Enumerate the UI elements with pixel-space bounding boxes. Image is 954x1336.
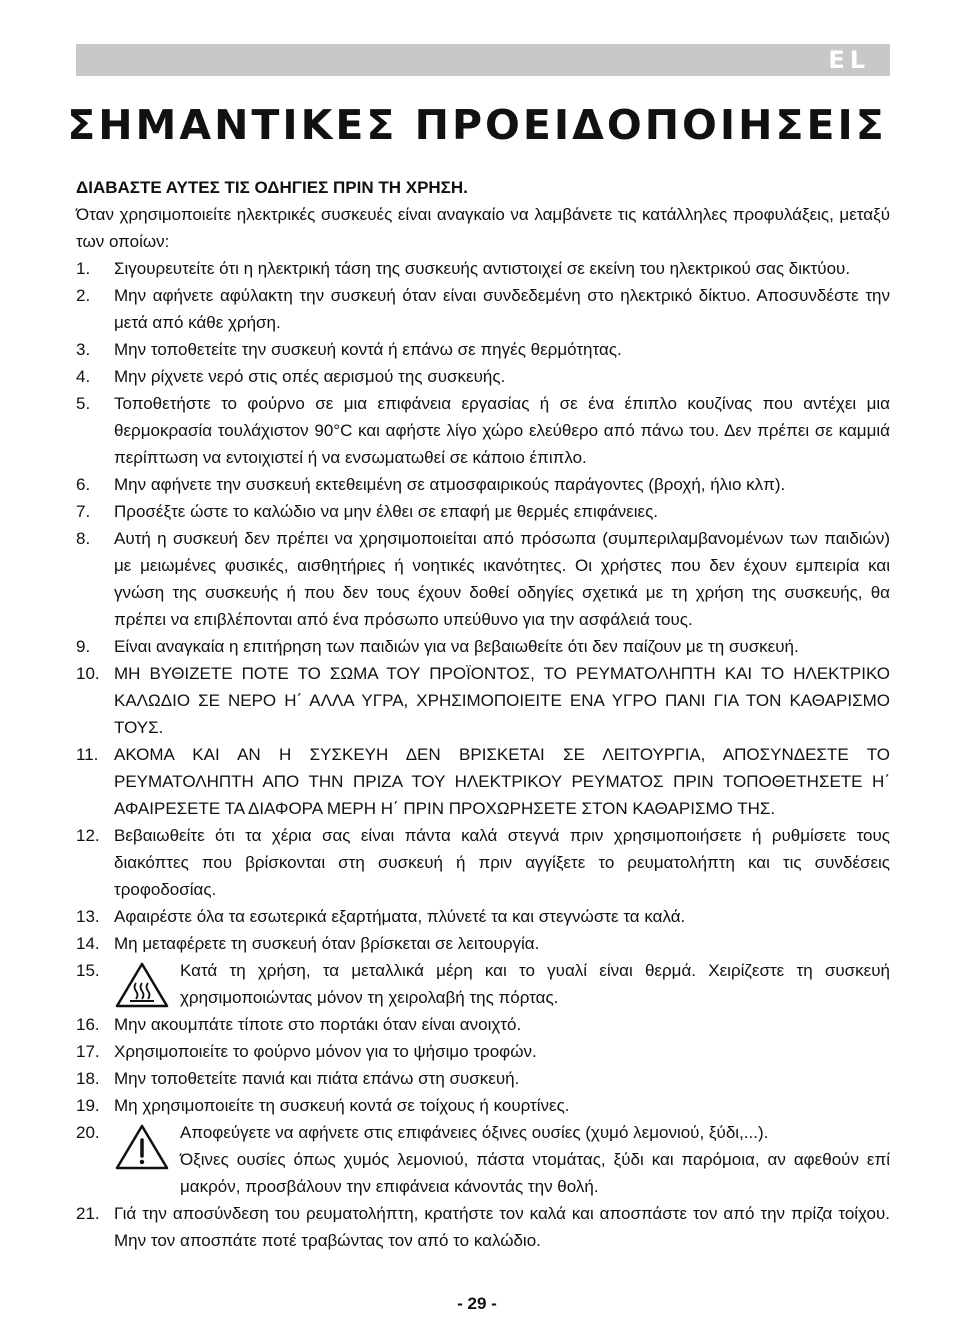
item-number: 14. xyxy=(76,934,100,953)
item-text-continued: Όξινες ουσίες όπως χυμός λεμονιού, πάστα ντομάτας, ξύδι και παρόμοια, αν αφεθούν επί μακρόν, προσβάλουν την επιφάνεια κάνοντάς την θολή. xyxy=(180,1150,890,1196)
item-text: Μην τοποθετείτε την συσκευή κοντά ή επάνω σε πηγές θερμότητας. xyxy=(114,340,622,359)
item-text: Κατά τη χρήση, τα μεταλλικά μέρη και το γυαλί είναι θερμά. Χειρίζεστε τη συσκευή χρησιμοποιώντας μόνον τη χειρολαβή της πόρτας. xyxy=(180,961,890,1007)
item-text: Μην ακουμπάτε τίποτε στο πορτάκι όταν είναι ανοιχτό. xyxy=(114,1015,522,1034)
item-text: Μη χρησιμοποιείτε τη συσκευή κοντά σε τοίχους ή κουρτίνες. xyxy=(114,1096,570,1115)
item-text: Αποφεύγετε να αφήνετε στις επιφάνειες όξινες ουσίες (χυμό λεμονιού, ξύδι,...). xyxy=(180,1123,769,1142)
item-number: 7. xyxy=(76,502,91,521)
item-text: Χρησιμοποιείτε το φούρνο μόνον για το ψήσιμο τροφών. xyxy=(114,1042,537,1061)
item-number: 1. xyxy=(76,259,91,278)
list-item xyxy=(76,1092,890,1119)
item-text: Αφαιρέστε όλα τα εσωτερικά εξαρτήματα, πλύνετέ τα και στεγνώστε τα καλά. xyxy=(114,907,686,926)
list-item xyxy=(76,282,890,336)
item-number: 3. xyxy=(76,340,91,359)
item-text: Μην ρίχνετε νερό στις οπές αερισμού της συσκευής. xyxy=(114,367,506,386)
list-item xyxy=(76,633,890,660)
language-code: EL xyxy=(828,46,870,74)
list-item xyxy=(76,741,890,822)
item-text: Προσέξτε ώστε το καλώδιο να μην έλθει σε επαφή με θερμές επιφάνειες. xyxy=(114,502,658,521)
item-number: 21. xyxy=(76,1204,100,1223)
list-item xyxy=(76,1065,890,1092)
list-item xyxy=(76,1200,890,1254)
list-item xyxy=(76,525,890,633)
item-number: 9. xyxy=(76,637,91,656)
warnings-list xyxy=(76,255,890,1254)
item-text: Μη μεταφέρετε τη συσκευή όταν βρίσκεται σε λειτουργία. xyxy=(114,934,540,953)
item-text: Είναι αναγκαία η επιτήρηση των παιδιών για να βεβαιωθείτε ότι δεν παίζουν με τη συσκευή. xyxy=(114,637,799,656)
item-text: Μην τοποθετείτε πανιά και πιάτα επάνω στη συσκευή. xyxy=(114,1069,520,1088)
item-text: Μην αφήνετε αφύλακτη την συσκευή όταν είναι συνδεδεμένη στο ηλεκτρικό δίκτυο. Αποσυνδέστε την μετά από κάθε χρήση. xyxy=(114,286,890,332)
list-item xyxy=(76,363,890,390)
item-number: 8. xyxy=(76,529,91,548)
hot-surface-warning-icon xyxy=(114,957,180,1011)
item-text: Γιά την αποσύνδεση του ρευματολήπτη, κρατήστε τον καλά και αποσπάστε τον από την πρίζα τοίχου. Μην τον αποσπάτε ποτέ τραβώντας τον από το καλώδιο. xyxy=(114,1204,890,1250)
item-number: 20. xyxy=(76,1123,100,1142)
item-number: 2. xyxy=(76,286,91,305)
list-item xyxy=(76,1119,890,1200)
list-item xyxy=(76,498,890,525)
intro-paragraph: Όταν χρησιμοποιείτε ηλεκτρικές συσκευές είναι αναγκαίο να λαμβάνετε τις κατάλληλες προφυλάξεις, μεταξύ των οποίων: xyxy=(76,205,890,251)
list-item xyxy=(76,822,890,903)
item-number: 6. xyxy=(76,475,91,494)
item-text: Τοποθετήστε το φούρνο σε μια επιφάνεια εργασίας ή σε ένα έπιπλο κουζίνας που αντέχει μια θερμοκρασία τουλάχιστον 90°C και αφήστε λίγο χώρο ελεύθερο από πάνω του. Δεν πρέπει σε καμμιά περίπτωση να εντοιχιστεί ή να ενσωματωθεί σε κάποιο έπιπλο. xyxy=(114,394,890,467)
page-title: ΣΗΜΑΝΤΙΚΕΣ ΠΡΟΕΙΔΟΠΟΙΗΣΕΙΣ xyxy=(67,101,887,149)
list-item xyxy=(76,255,890,282)
item-text: ΑΚΟΜΑ ΚΑΙ ΑΝ Η ΣΥΣΚΕΥΗ ΔΕΝ ΒΡΙΣΚΕΤΑΙ ΣΕ ΛΕΙΤΟΥΡΓΙΑ, ΑΠΟΣΥΝΔΕΣΤΕ ΤΟ ΡΕΥΜΑΤΟΛΗΠΤΗ ΑΠΟ ΤΗΝ ΠΡΙΖΑ ΤΟΥ ΗΛΕΚΤΡΙΚΟΥ ΡΕΥΜΑΤΟΣ ΠΡΙΝ ΤΟΠΟΘΕΤΗΣΕΤΕ Η΄ ΑΦΑΙΡΕΣΕΤΕ ΤΑ ΔΙΑΦΟΡΑ ΜΕΡΗ Η΄ ΠΡΙΝ ΠΡΟΧΩΡΗΣΕΤΕ ΣΤΟΝ ΚΑΘΑΡΙΣΜΟ ΤΗΣ. xyxy=(114,745,890,818)
item-number: 11. xyxy=(76,745,99,764)
list-item xyxy=(76,1011,890,1038)
item-text: Βεβαιωθείτε ότι τα χέρια σας είναι πάντα καλά στεγνά πριν χρησιμοποιήσετε ή ρυθμίσετε τους διακόπτες που βρίσκονται στη συσκευή ή πριν αγγίξετε το ρευματολήπτη και τις συνδέσεις τροφοδοσίας. xyxy=(114,826,890,899)
list-item xyxy=(76,660,890,741)
page-number: - 29 - xyxy=(457,1294,497,1313)
list-item xyxy=(76,471,890,498)
item-number: 15. xyxy=(76,961,100,980)
item-text: Μην αφήνετε την συσκευή εκτεθειμένη σε ατμοσφαιρικούς παράγοντες (βροχή, ήλιο κλπ). xyxy=(114,475,786,494)
item-text: Αυτή η συσκευή δεν πρέπει να χρησιμοποιείται από πρόσωπα (συμπεριλαμβανομένων των παιδιών) με μειωμένες φυσικές, αισθητήριες ή νοητικές ικανότητες. Οι χρήστες που δεν έχουν εμπειρία και γνώση της συσκευής ή που δεν τους έχουν δοθεί οδηγίες σχετικά με τη χρήση της συσκευής, θα πρέπει να επιβλέπονται από ένα πρόσωπο υπεύθυνο για την ασφάλειά τους. xyxy=(114,529,890,629)
list-item xyxy=(76,957,890,1011)
language-header-bar xyxy=(76,44,890,76)
list-item xyxy=(76,930,890,957)
item-text: Σιγουρευτείτε ότι η ηλεκτρική τάση της συσκευής αντιστοιχεί σε εκείνη του ηλεκτρικού σας δικτύου. xyxy=(114,259,851,278)
item-number: 19. xyxy=(76,1096,100,1115)
section-subheading: ΔΙΑΒΑΣΤΕ ΑΥΤΕΣ ΤΙΣ ΟΔΗΓΙΕΣ ΠΡΙΝ ΤΗ ΧΡΗΣΗ. xyxy=(76,178,468,197)
item-number: 12. xyxy=(76,826,100,845)
caution-exclamation-icon xyxy=(114,1119,180,1200)
list-item xyxy=(76,336,890,363)
item-number: 10. xyxy=(76,664,100,683)
item-number: 5. xyxy=(76,394,91,413)
item-number: 17. xyxy=(76,1042,100,1061)
list-item xyxy=(76,1038,890,1065)
item-number: 16. xyxy=(76,1015,100,1034)
item-text: ΜΗ ΒΥΘΙΖΕΤΕ ΠΟΤΕ ΤΟ ΣΩΜΑ ΤΟΥ ΠΡΟΪΟΝΤΟΣ, ΤΟ ΡΕΥΜΑΤΟΛΗΠΤΗ ΚΑΙ ΤΟ ΗΛΕΚΤΡΙΚΟ ΚΑΛΩΔΙΟ ΣΕ ΝΕΡΟ Η΄ ΑΛΛΑ ΥΓΡΑ, ΧΡΗΣΙΜΟΠΟΙΕΙΤΕ ΕΝΑ ΥΓΡΟ ΠΑΝΙ ΓΙΑ ΤΟΝ ΚΑΘΑΡΙΣΜΟ ΤΟΥΣ. xyxy=(114,664,890,737)
item-number: 4. xyxy=(76,367,91,386)
warnings-content xyxy=(76,174,890,1254)
list-item xyxy=(76,390,890,471)
list-item xyxy=(76,903,890,930)
item-number: 13. xyxy=(76,907,100,926)
item-number: 18. xyxy=(76,1069,100,1088)
